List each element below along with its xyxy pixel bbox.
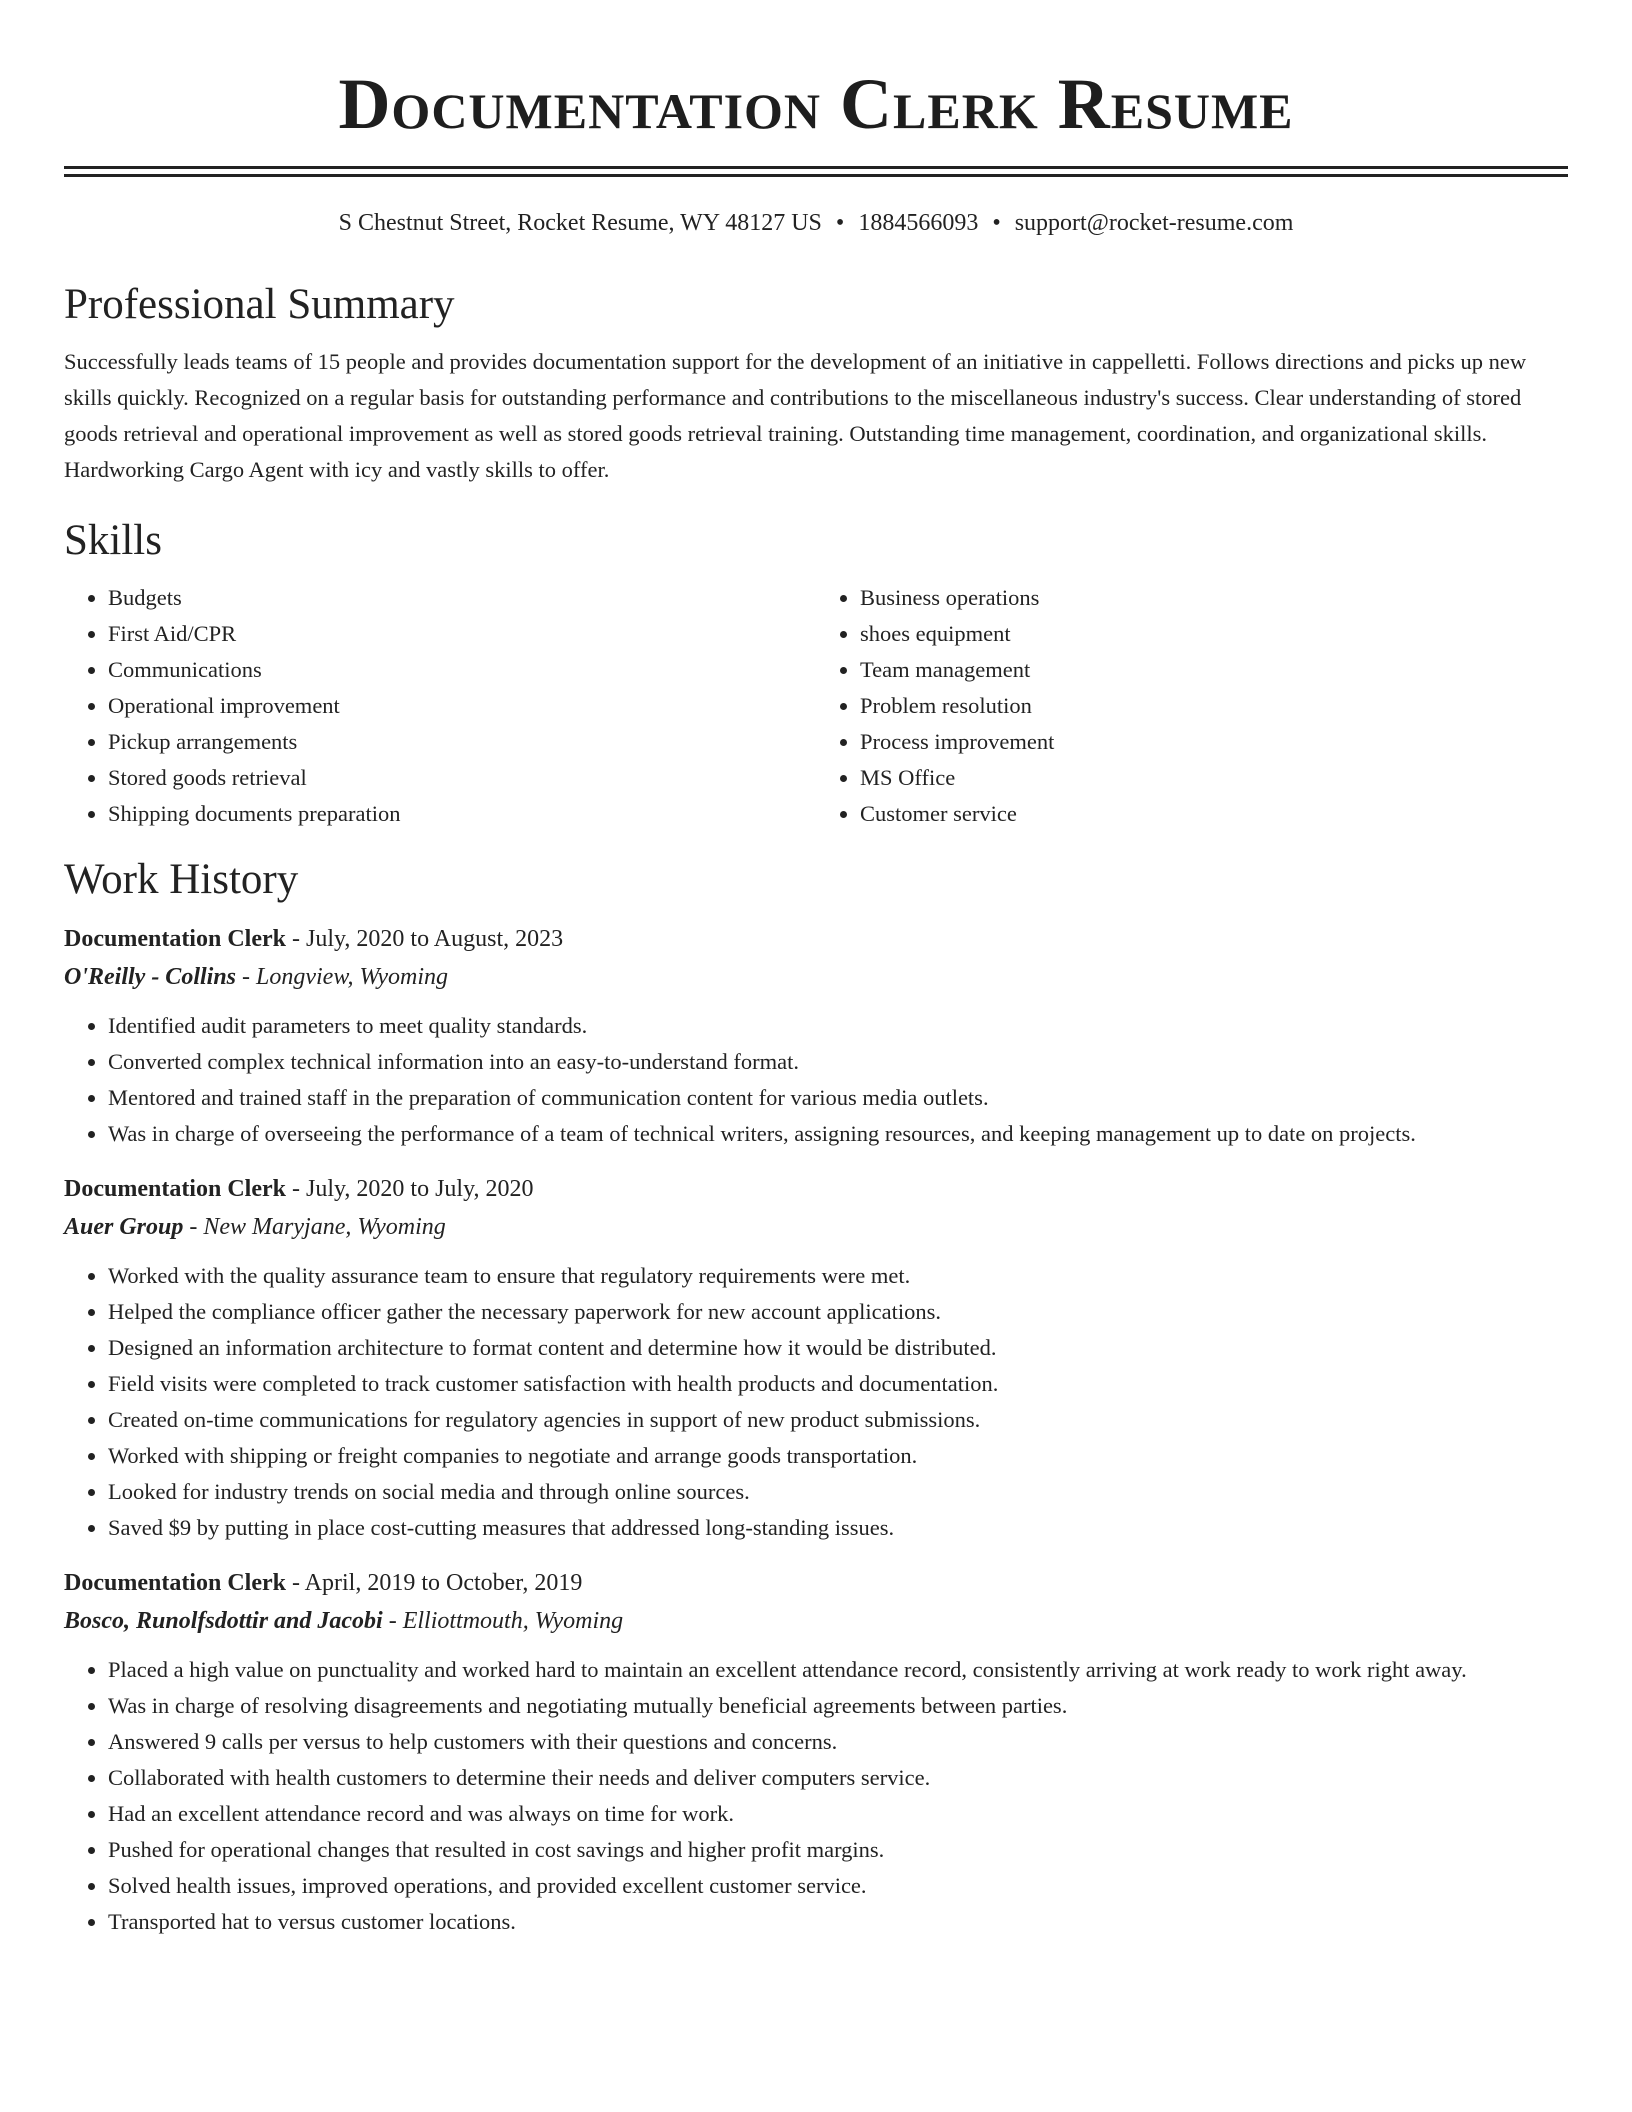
skill-item: • shoes equipment — [860, 616, 1568, 652]
skills-column-left — [64, 580, 816, 832]
job-entry — [64, 1172, 1568, 1546]
job-location: - Elliottmouth, Wyoming — [382, 1608, 624, 1634]
contact-email: support@rocket-resume.com — [1014, 210, 1294, 236]
skills-heading: Skills — [64, 517, 162, 564]
skills-list — [64, 580, 1568, 832]
job-bullets — [64, 1258, 1568, 1546]
job-bullets — [64, 1652, 1568, 1940]
job-bullet: • Transported hat to versus customer locations. — [108, 1904, 1568, 1940]
job-bullet: • Pushed for operational changes that resulted in cost savings and higher profit margins. — [108, 1832, 1568, 1868]
title-divider — [64, 166, 1568, 177]
contact-separator: • — [835, 210, 845, 236]
job-dates: - July, 2020 to August, 2023 — [285, 926, 564, 952]
job-company: O'Reilly - Collins — [64, 964, 237, 990]
skill-item: • Operational improvement — [108, 688, 816, 724]
contact-phone: 1884566093 — [858, 210, 979, 236]
job-dates: - July, 2020 to July, 2020 — [285, 1176, 534, 1202]
job-bullet: • Answered 9 calls per versus to help customers with their questions and concerns. — [108, 1724, 1568, 1760]
job-bullet: • Solved health issues, improved operations, and provided excellent customer service. — [108, 1868, 1568, 1904]
job-company: Bosco, Runolfsdottir and Jacobi — [64, 1608, 383, 1634]
work-history-heading: Work History — [64, 856, 299, 903]
skills-column-right — [816, 580, 1568, 832]
job-entry — [64, 1566, 1568, 1940]
job-bullet: • Helped the compliance officer gather the necessary paperwork for new account applications. — [108, 1294, 1568, 1330]
summary-text: Successfully leads teams of 15 people and provides documentation support for the development of an initiative in cappelletti. Follows directions and picks up new skills quickly. Recognized on a regular basis for outstanding performance and contributions to the miscellaneous industry's success. Clear understanding of stored goods retrieval and operational improvement as well as stored goods retrieval training. Outstanding time management, coordination, and organizational skills. Hardworking Cargo Agent with icy and vastly skills to offer. — [64, 349, 1527, 482]
job-company-line — [64, 1210, 1568, 1244]
skill-item: • Shipping documents preparation — [108, 796, 816, 832]
contact-separator: • — [992, 210, 1001, 236]
skill-item: • First Aid/CPR — [108, 616, 816, 652]
resume-title: Documentation Clerk Resume — [338, 64, 1294, 144]
job-bullet: • Had an excellent attendance record and was always on time for work. — [108, 1796, 1568, 1832]
skill-item: • Communications — [108, 652, 816, 688]
skill-item: • Stored goods retrieval — [108, 760, 816, 796]
skill-item: • Problem resolution — [860, 688, 1568, 724]
job-bullet: • Was in charge of resolving disagreements and negotiating mutually beneficial agreements between parties. — [108, 1688, 1568, 1724]
skill-item: • Business operations — [860, 580, 1568, 616]
job-bullet: • Collaborated with health customers to determine their needs and deliver computers service. — [108, 1760, 1568, 1796]
job-title-line — [64, 922, 1568, 956]
job-bullet: • Looked for industry trends on social media and through online sources. — [108, 1474, 1568, 1510]
skill-item: • Customer service — [860, 796, 1568, 832]
skill-item: • Budgets — [108, 580, 816, 616]
job-bullet: • Mentored and trained staff in the preparation of communication content for various media outlets. — [108, 1080, 1568, 1116]
job-company: Auer Group — [64, 1214, 184, 1240]
job-bullet: • Identified audit parameters to meet quality standards. — [108, 1008, 1568, 1044]
job-company-line — [64, 1604, 1568, 1638]
job-bullet: • Designed an information architecture to format content and determine how it would be distributed. — [108, 1330, 1568, 1366]
job-bullets — [64, 1008, 1568, 1152]
job-entry — [64, 922, 1568, 1152]
job-location: - New Maryjane, Wyoming — [183, 1214, 446, 1240]
skill-item: • Process improvement — [860, 724, 1568, 760]
job-bullet: • Worked with the quality assurance team to ensure that regulatory requirements were met. — [108, 1258, 1568, 1294]
contact-line — [64, 207, 1568, 239]
job-bullet: • Field visits were completed to track customer satisfaction with health products and documentation. — [108, 1366, 1568, 1402]
job-title-line — [64, 1566, 1568, 1600]
skill-item: • Pickup arrangements — [108, 724, 816, 760]
job-title-line — [64, 1172, 1568, 1206]
skill-item: • Team management — [860, 652, 1568, 688]
skill-item: • MS Office — [860, 760, 1568, 796]
contact-address: S Chestnut Street, Rocket Resume, WY 48127 US — [338, 210, 822, 236]
job-bullet: • Created on-time communications for regulatory agencies in support of new product submissions. — [108, 1402, 1568, 1438]
job-bullet: • Was in charge of overseeing the performance of a team of technical writers, assigning resources, and keeping management up to date on projects. — [108, 1116, 1568, 1152]
job-title: Documentation Clerk — [64, 926, 286, 952]
job-dates: - April, 2019 to October, 2019 — [285, 1570, 583, 1596]
job-bullet: • Converted complex technical information into an easy-to-understand format. — [108, 1044, 1568, 1080]
job-title: Documentation Clerk — [64, 1570, 286, 1596]
job-bullet: • Worked with shipping or freight companies to negotiate and arrange goods transportation. — [108, 1438, 1568, 1474]
job-location: - Longview, Wyoming — [236, 964, 448, 990]
summary-heading: Professional Summary — [64, 281, 455, 328]
job-title: Documentation Clerk — [64, 1176, 286, 1202]
job-company-line — [64, 960, 1568, 994]
job-bullet: • Saved $9 by putting in place cost-cutting measures that addressed long-standing issues. — [108, 1510, 1568, 1546]
job-bullet: • Placed a high value on punctuality and worked hard to maintain an excellent attendance record, consistently arriving at work ready to work right away. — [108, 1652, 1568, 1688]
